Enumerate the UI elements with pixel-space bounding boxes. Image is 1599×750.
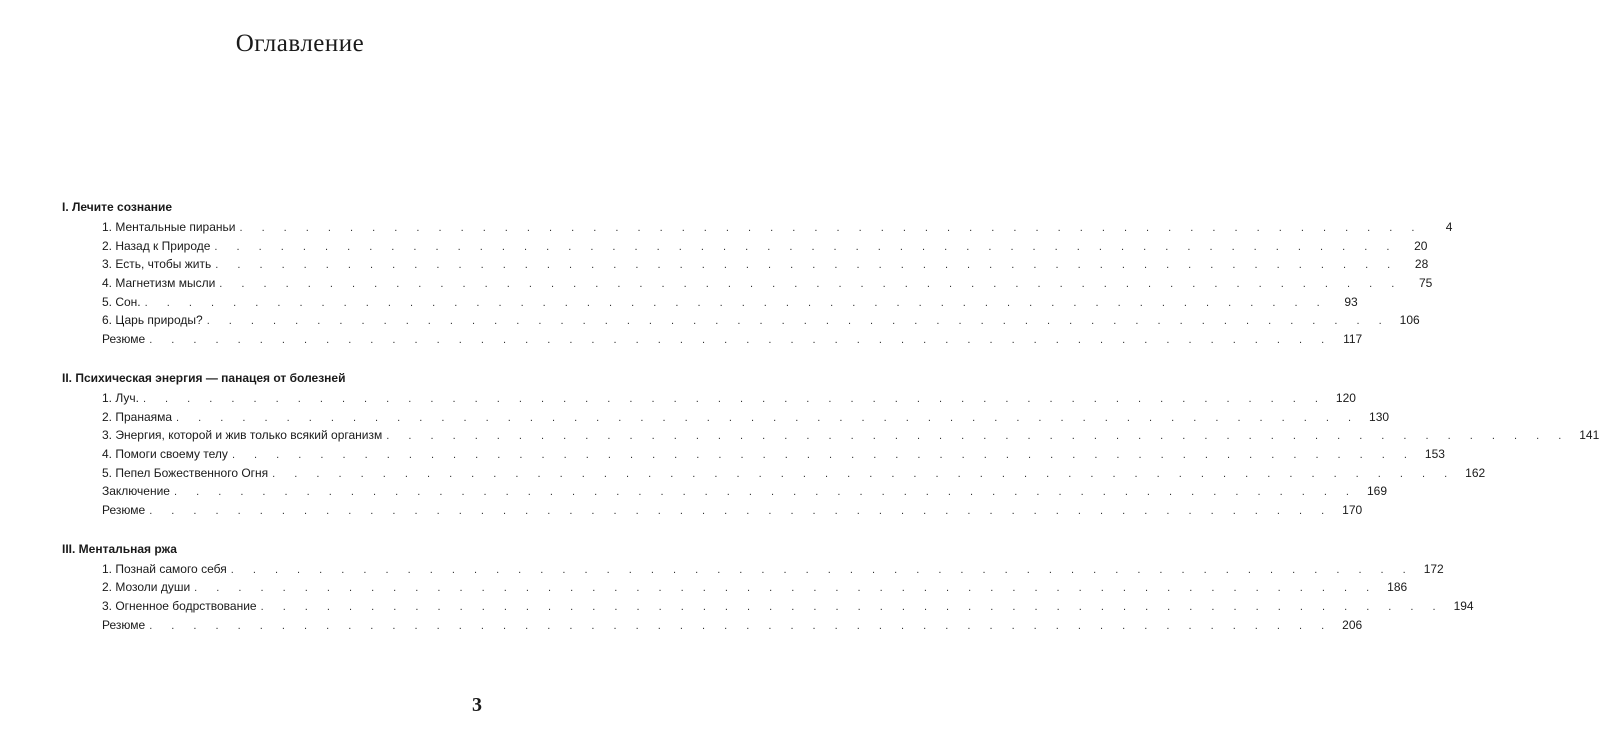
toc-entry[interactable]: [62, 330, 1363, 349]
entry-title: 3. Есть, чтобы жить: [102, 257, 212, 272]
toc-entry[interactable]: [62, 426, 1599, 445]
page-title: Оглавление: [235, 30, 365, 57]
entry-page: 117: [1343, 332, 1363, 347]
entry-page: 120: [1335, 390, 1356, 405]
entry-title: Резюме: [102, 502, 146, 517]
toc-section-2: [62, 367, 1599, 520]
toc-entry[interactable]: [62, 578, 1408, 597]
entry-title: 1. Ментальные пираньи: [102, 220, 236, 234]
section-heading: I. Лечите сознание: [62, 200, 173, 214]
entry-page: 93: [1344, 294, 1358, 309]
entry-page: 28: [1414, 257, 1429, 272]
dot-leader: . . . . . . . . . . . . . . . . . . . . . . . . . . . . . . . . . . . . . . . . . . . . . . . . . . . . . .: [149, 619, 1333, 632]
entry-page: 169: [1366, 484, 1387, 499]
entry-page: 106: [1399, 313, 1420, 328]
dot-leader: . . . . . . . . . . . . . . . . . . . . . . . . . . . . . . . . . . . . . . . . . . . . . . . . . . . . . .: [231, 448, 1415, 461]
entry-title: 4. Помоги своему телу: [102, 446, 228, 461]
entry-title: 2. Пранаяма: [102, 409, 173, 424]
entry-page: 153: [1424, 446, 1445, 461]
table-of-contents: [62, 196, 1599, 652]
toc-section-3: [62, 538, 1474, 635]
toc-entry[interactable]: [62, 482, 1387, 501]
entry-page: 172: [1423, 561, 1444, 576]
dot-leader: . . . . . . . . . . . . . . . . . . . . . . . . . . . . . . . . . . . . . . . . . . . . . . . . . . . . . .: [194, 582, 1378, 595]
toc-entry[interactable]: [62, 218, 1453, 237]
entry-page: 75: [1418, 276, 1433, 291]
entry-title: Резюме: [102, 617, 146, 632]
toc-entry[interactable]: [62, 274, 1433, 293]
entry-page: 4: [1445, 220, 1453, 234]
dot-leader: . . . . . . . . . . . . . . . . . . . . . . . . . . . . . . . . . . . . . . . . . . . . . . . . . . . . . .: [239, 222, 1423, 234]
entry-title: Заключение: [102, 484, 170, 499]
dot-leader: . . . . . . . . . . . . . . . . . . . . . . . . . . . . . . . . . . . . . . . . . . . . . . . . . . . . . .: [214, 240, 1398, 253]
section-heading: II. Психическая энергия — панацея от болезней: [62, 370, 346, 385]
entry-title: 2. Мозоли души: [102, 580, 191, 595]
entry-page: 20: [1414, 238, 1428, 253]
entry-page: 162: [1465, 465, 1486, 480]
dot-leader: . . . . . . . . . . . . . . . . . . . . . . . . . . . . . . . . . . . . . . . . . . . . . . . . . . . . . .: [260, 601, 1444, 613]
toc-entry[interactable]: [62, 445, 1445, 464]
toc-entry[interactable]: [62, 616, 1363, 635]
section-heading: III. Ментальная ржа: [62, 541, 177, 556]
entry-title: 4. Магнетизм мысли: [102, 276, 216, 291]
toc-entry[interactable]: [62, 597, 1474, 616]
entry-title: Резюме: [102, 332, 146, 347]
dot-leader: . . . . . . . . . . . . . . . . . . . . . . . . . . . . . . . . . . . . . . . . . . . . . . . . . . . . . .: [215, 259, 1399, 272]
entry-title: 5. Сон.: [102, 294, 141, 309]
entry-page: 194: [1453, 599, 1474, 613]
entry-title: 1. Познай самого себя: [102, 561, 227, 576]
entry-title: 1. Луч.: [102, 390, 139, 405]
toc-entry[interactable]: [62, 501, 1363, 520]
entry-title: 3. Энергия, которой и жив только всякий организм: [102, 428, 383, 443]
entry-page: 186: [1387, 580, 1408, 595]
dot-leader: . . . . . . . . . . . . . . . . . . . . . . . . . . . . . . . . . . . . . . . . . . . . . . . . . . . . . .: [206, 315, 1390, 328]
toc-entry[interactable]: [62, 464, 1486, 483]
toc-section-1: [62, 196, 1453, 349]
dot-leader: . . . . . . . . . . . . . . . . . . . . . . . . . . . . . . . . . . . . . . . . . . . . . . . . . . . . . .: [219, 278, 1403, 291]
entry-page: 170: [1342, 502, 1363, 517]
dot-leader: . . . . . . . . . . . . . . . . . . . . . . . . . . . . . . . . . . . . . . . . . . . . . . . . . . . . . .: [149, 334, 1333, 347]
entry-title: 6. Царь природы?: [102, 313, 203, 328]
dot-leader: . . . . . . . . . . . . . . . . . . . . . . . . . . . . . . . . . . . . . . . . . . . . . . . . . . . . . .: [144, 296, 1328, 309]
dot-leader: . . . . . . . . . . . . . . . . . . . . . . . . . . . . . . . . . . . . . . . . . . . . . . . . . . . . . .: [176, 411, 1360, 424]
toc-entry[interactable]: [62, 237, 1428, 256]
dot-leader: . . . . . . . . . . . . . . . . . . . . . . . . . . . . . . . . . . . . . . . . . . . . . . . . . . . . . .: [142, 392, 1326, 405]
entry-title: 5. Пепел Божественного Огня: [102, 465, 269, 480]
toc-entry[interactable]: [62, 408, 1390, 427]
toc-entry[interactable]: [62, 389, 1356, 408]
dot-leader: . . . . . . . . . . . . . . . . . . . . . . . . . . . . . . . . . . . . . . . . . . . . . . . . . . . . . .: [386, 430, 1570, 443]
dot-leader: . . . . . . . . . . . . . . . . . . . . . . . . . . . . . . . . . . . . . . . . . . . . . . . . . . . . . .: [272, 467, 1456, 480]
entry-page: 141: [1579, 428, 1599, 443]
toc-entry[interactable]: [62, 255, 1429, 274]
entry-title: 3. Огненное бодрствование: [102, 599, 257, 613]
dot-leader: . . . . . . . . . . . . . . . . . . . . . . . . . . . . . . . . . . . . . . . . . . . . . . . . . . . . . .: [173, 486, 1357, 499]
toc-entry[interactable]: [62, 560, 1444, 579]
page-number: 3: [472, 694, 482, 716]
entry-title: 2. Назад к Природе: [102, 238, 211, 253]
toc-entry[interactable]: [62, 293, 1358, 312]
dot-leader: . . . . . . . . . . . . . . . . . . . . . . . . . . . . . . . . . . . . . . . . . . . . . . . . . . . . . .: [230, 563, 1414, 576]
toc-entry[interactable]: [62, 311, 1420, 330]
entry-page: 130: [1369, 409, 1390, 424]
dot-leader: . . . . . . . . . . . . . . . . . . . . . . . . . . . . . . . . . . . . . . . . . . . . . . . . . . . . . .: [149, 504, 1333, 517]
entry-page: 206: [1342, 617, 1363, 632]
